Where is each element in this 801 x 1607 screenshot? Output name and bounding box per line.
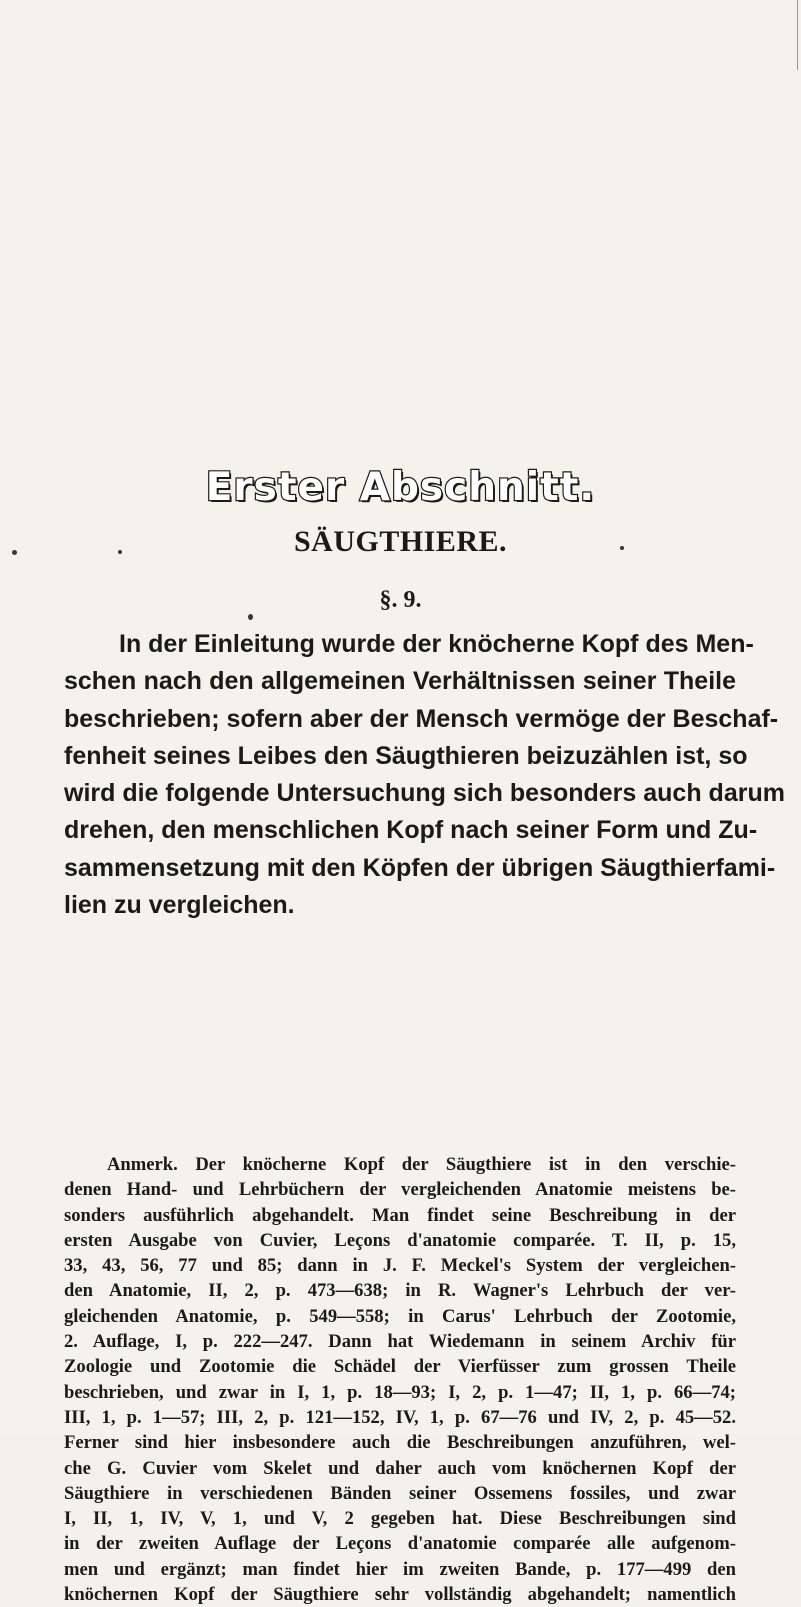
note-line: ersten Ausgabe von Cuvier, Leçons d'anatomie comparée. T. II, p. 15,: [64, 1229, 736, 1251]
note-line: I, II, 1, IV, V, 1, und V, 2 gegeben hat. Diese Beschreibungen sind: [64, 1508, 736, 1530]
note-line: III, 1, p. 1—57; III, 2, p. 121—152, IV, 1, p. 67—76 und IV, 2, p. 45—52.: [64, 1406, 736, 1428]
note-line: in der zweiten Auflage der Leçons d'anatomie comparée alle aufgenom-: [64, 1533, 736, 1555]
note-line: Säugthiere in verschiedenen Bänden seiner Ossemens fossiles, und zwar: [64, 1482, 736, 1504]
body-line: drehen, den menschlichen Kopf nach seiner Form und Zu-: [64, 816, 758, 845]
body-line: schen nach den allgemeinen Verhältnissen seiner Theile: [64, 667, 736, 696]
note-line: 2. Auflage, I, p. 222—247. Dann hat Wiedemann in seinem Archiv für: [64, 1331, 736, 1353]
note-line: che G. Cuvier vom Skelet und daher auch vom knöchernen Kopf der: [64, 1457, 736, 1479]
note-line: Ferner sind hier insbesondere auch die Beschreibungen anzuführen, wel-: [64, 1432, 736, 1454]
note-line: knöchernen Kopf der Säugthiere sehr vollständig abgehandelt; namentlich: [64, 1584, 736, 1606]
main-paragraph: [64, 626, 785, 924]
note-line: denen Hand- und Lehrbüchern der vergleichenden Anatomie meistens be-: [64, 1179, 736, 1201]
body-line: beschrieben; sofern aber der Mensch vermöge der Beschaf-: [64, 704, 779, 733]
note-line: sonders ausführlich abgehandelt. Man findet seine Beschreibung in der: [64, 1204, 736, 1226]
body-line: sammensetzung mit den Köpfen der übrigen Säugthierfami-: [64, 853, 776, 882]
note-line: Anmerk. Der knöcherne Kopf der Säugthiere ist in den verschie-: [107, 1154, 736, 1175]
body-line: fenheit seines Leibes den Säugthieren beizuzählen ist, so: [64, 741, 748, 770]
section-title: SÄUGTHIERE.: [293, 525, 508, 558]
paragraph-number: §. 9.: [379, 587, 422, 613]
body-line: In der Einleitung wurde der knöcherne Kopf des Men-: [119, 630, 754, 658]
body-line: wird die folgende Untersuchung sich besonders auch darum: [64, 779, 785, 808]
page-edge-line: [797, 0, 798, 70]
annotation-note: [64, 1152, 736, 1607]
note-line: men und ergänzt; man findet hier im zweiten Bande, p. 177—499 den: [64, 1558, 736, 1580]
note-line: gleichenden Anatomie, p. 549—558; in Carus' Lehrbuch der Zootomie,: [64, 1305, 736, 1327]
body-line: lien zu vergleichen.: [64, 891, 295, 920]
note-line: Zoologie und Zootomie die Schädel der Vierfüsser zum grossen Theile: [64, 1356, 736, 1378]
note-line: den Anatomie, II, 2, p. 473—638; in R. Wagner's Lehrbuch der ver-: [64, 1280, 736, 1302]
print-speck: [248, 614, 253, 620]
note-line: 33, 43, 56, 77 und 85; dann in J. F. Meckel's System der vergleichen-: [64, 1255, 736, 1277]
part-title: Erster Abschnitt.: [205, 465, 596, 510]
note-line: beschrieben, und zwar in I, 1, p. 18—93; I, 2, p. 1—47; II, 1, p. 66—74;: [64, 1381, 736, 1403]
